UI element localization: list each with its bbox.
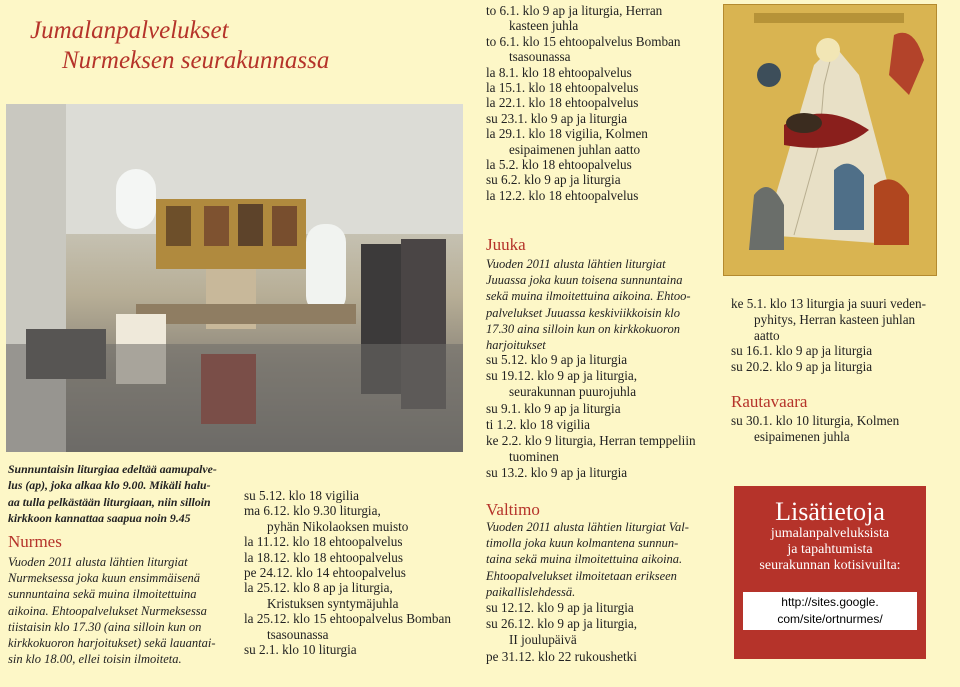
schedule-item: la 11.12. klo 18 ehtoopalvelus — [244, 534, 403, 550]
page-title-line2: Nurmeksen seurakunnassa — [62, 47, 330, 74]
text-line: Nurmeksessa joka kuun ensimmäisenä — [8, 571, 200, 586]
intro-line: lus (ap), joka alkaa klo 9.00. Mikäli halu- — [8, 478, 211, 493]
schedule-item: tsasounassa — [509, 49, 571, 65]
schedule-item: seurakunnan puurojuhla — [509, 384, 637, 400]
schedule-item: kasteen juhla — [509, 18, 579, 34]
url-line: http://sites.google. — [781, 595, 879, 609]
schedule-item: to 6.1. klo 9 ap ja liturgia, Herran — [486, 3, 663, 18]
schedule-item: la 15.1. klo 18 ehtoopalvelus — [486, 80, 639, 96]
nurmes-schedule-list — [244, 488, 451, 657]
text-line: tiistaisin klo 17.30 (aina silloin kun on — [8, 619, 202, 634]
intro-block — [8, 461, 243, 526]
nurmes-schedule-list-continued — [486, 3, 681, 203]
intro-line: aa tulla pelkästään liturgiaan, niin silloin — [8, 494, 211, 509]
schedule-item: la 22.1. klo 18 ehtoopalvelus — [486, 95, 639, 111]
schedule-item: su 23.1. klo 9 ap ja liturgia — [486, 110, 628, 126]
nativity-icon-image — [723, 4, 937, 276]
text-line: taina sekä muina ilmoitettuina aikoina. — [486, 552, 683, 567]
url-line: com/site/ortnurmes/ — [777, 612, 883, 626]
schedule-item: ti 1.2. klo 18 vigilia — [486, 416, 591, 432]
church-interior-photo — [6, 104, 463, 452]
valtimo-description — [486, 519, 689, 600]
schedule-item: su 16.1. klo 9 ap ja liturgia — [731, 343, 873, 359]
schedule-item: la 25.12. klo 8 ap ja liturgia, — [244, 580, 393, 596]
text-line: Vuoden 2011 alusta lähtien liturgiat Val- — [486, 520, 689, 534]
schedule-item: pyhitys, Herran kasteen juhlan — [754, 311, 916, 327]
info-subtitle-line: jumalanpalveluksista — [770, 526, 890, 541]
schedule-item: ke 5.1. klo 13 liturgia ja suuri veden- — [731, 296, 926, 311]
schedule-item: su 2.1. klo 10 liturgia — [244, 642, 357, 658]
text-line: palvelukset Juuassa keskiviikkoisin klo — [486, 305, 681, 320]
schedule-item: la 25.12. klo 15 ehtoopalvelus Bomban — [244, 611, 451, 627]
schedule-item: su 6.2. klo 9 ap ja liturgia — [486, 172, 621, 188]
text-line: Juuassa joka kuun toisena sunnuntaina — [486, 273, 683, 288]
schedule-item: la 29.1. klo 18 vigilia, Kolmen — [486, 126, 648, 142]
schedule-item: su 9.1. klo 9 ap ja liturgia — [486, 400, 621, 416]
juuka-heading: Juuka — [486, 235, 526, 254]
schedule-item: esipaimenen juhla — [754, 428, 850, 444]
rautavaara-heading: Rautavaara — [731, 392, 808, 411]
text-line: sekä muina ilmoitettuina aikoina. Ehtoo- — [486, 289, 691, 304]
schedule-item: to 6.1. klo 15 ehtoopalvelus Bomban — [486, 33, 681, 49]
text-line: harjoitukset — [486, 338, 546, 353]
juuka-schedule-list — [486, 352, 696, 482]
valtimo-schedule-list-continued — [731, 296, 926, 375]
schedule-item: su 12.12. klo 9 ap ja liturgia — [486, 600, 634, 615]
schedule-item: tuominen — [509, 449, 559, 465]
schedule-item: la 5.2. klo 18 ehtoopalvelus — [486, 157, 632, 173]
info-title: Lisätietoja — [775, 497, 885, 526]
text-line: 17.30 aina silloin kun on kirkkokuoron — [486, 321, 680, 336]
schedule-item: pe 24.12. klo 14 ehtoopalvelus — [244, 565, 406, 581]
info-subtitle-line: ja tapahtumista — [787, 542, 873, 557]
schedule-item: esipaimenen juhlan aatto — [509, 141, 641, 157]
schedule-item: la 18.12. klo 18 ehtoopalvelus — [244, 549, 403, 565]
intro-line: Sunnuntaisin liturgiaa edeltää aamupalve- — [8, 462, 217, 476]
valtimo-schedule-list — [486, 600, 637, 665]
rautavaara-schedule-list — [731, 413, 899, 445]
schedule-item: pe 31.12. klo 22 rukoushetki — [486, 648, 637, 664]
schedule-item: su 13.2. klo 9 ap ja liturgia — [486, 465, 628, 481]
text-line: kirkkokuoron harjoitukset) sekä lauantai- — [8, 636, 216, 651]
website-url[interactable] — [743, 592, 917, 630]
text-line: sunnuntaina sekä muina ilmoitettuina — [8, 587, 197, 602]
schedule-item: su 26.12. klo 9 ap ja liturgia, — [486, 616, 638, 632]
intro-line: kirkkoon kannattaa saapua noin 9.45 — [8, 510, 191, 525]
schedule-item: su 5.12. klo 9 ap ja liturgia — [486, 352, 628, 367]
text-line: Vuoden 2011 alusta lähtien liturgiat — [486, 257, 666, 271]
schedule-item: tsasounassa — [267, 626, 329, 642]
schedule-item: su 5.12. klo 18 vigilia — [244, 488, 360, 503]
nurmes-description — [8, 554, 243, 667]
info-box — [734, 486, 926, 659]
schedule-item: Kristuksen syntymäjuhla — [267, 595, 399, 611]
text-line: aikoina. Ehtoopalvelukset Nurmeksessa — [8, 603, 207, 618]
juuka-description — [486, 256, 691, 353]
schedule-item: su 20.2. klo 9 ap ja liturgia — [731, 359, 873, 375]
text-line: timolla joka kuun kolmantena sunnun- — [486, 536, 679, 551]
text-line: paikallislehdessä. — [486, 584, 576, 599]
text-line: Ehtoopalvelukset ilmoitetaan erikseen — [486, 568, 677, 583]
schedule-item: pyhän Nikolaoksen muisto — [267, 518, 409, 534]
schedule-item: ke 2.2. klo 9 liturgia, Herran temppeliin — [486, 433, 696, 449]
schedule-item: aatto — [754, 327, 780, 343]
schedule-item: la 8.1. klo 18 ehtoopalvelus — [486, 64, 632, 80]
schedule-item: ma 6.12. klo 9.30 liturgia, — [244, 503, 381, 519]
schedule-item: la 12.2. klo 18 ehtoopalvelus — [486, 187, 639, 203]
schedule-item: II joulupäivä — [509, 632, 577, 648]
text-line: sin klo 18.00, ellei toisin ilmoiteta. — [8, 652, 182, 667]
nurmes-heading: Nurmes — [8, 532, 62, 551]
page-title-line1: Jumalanpalvelukset — [30, 17, 229, 44]
info-subtitle-line: seurakunnan kotisivuilta: — [759, 558, 901, 573]
valtimo-heading: Valtimo — [486, 500, 540, 519]
text-line: Vuoden 2011 alusta lähtien liturgiat — [8, 555, 188, 569]
schedule-item: su 19.12. klo 9 ap ja liturgia, — [486, 368, 638, 384]
schedule-item: su 30.1. klo 10 liturgia, Kolmen — [731, 413, 900, 428]
